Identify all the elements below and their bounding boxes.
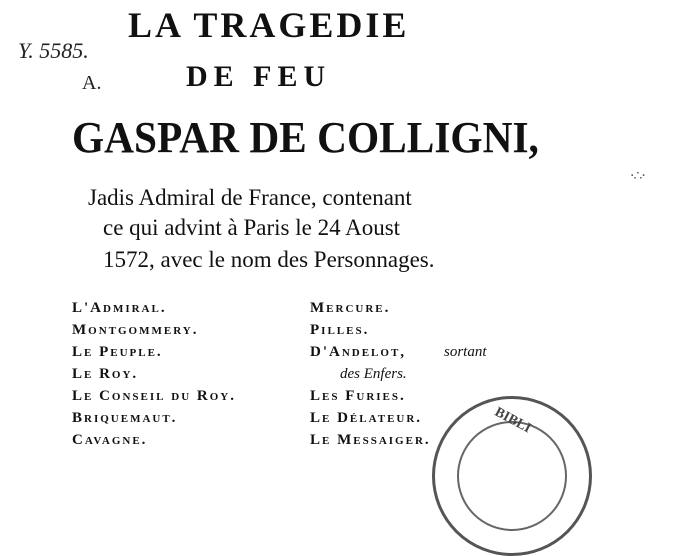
library-stamp — [432, 396, 592, 556]
title-line-3: GASPAR DE COLLIGNI, — [72, 113, 539, 162]
cast-right-4: Les Furies. — [310, 388, 406, 404]
library-stamp-inner-ring — [457, 421, 567, 531]
subtitle-line-1: Jadis Admiral de France, contenant — [88, 185, 412, 210]
cast-left-1: L'Admiral. — [72, 300, 167, 316]
cast-note-sortant: sortant — [444, 344, 487, 360]
cast-right-3: D'Andelot, — [310, 344, 407, 360]
cast-right-6: Le Messaiger. — [310, 432, 431, 448]
title-line-2: DE FEU — [186, 60, 332, 93]
paper-speck: ·∴· — [630, 168, 645, 184]
cast-left-6: Briquemaut. — [72, 410, 178, 426]
shelfmark: Y. 5585. — [18, 38, 89, 63]
cast-note-enfers: des Enfers. — [340, 366, 407, 382]
cast-left-5: Le Conseil du Roy. — [72, 388, 236, 404]
title-line-1: LA TRAGEDIE — [128, 5, 410, 45]
cast-left-3: Le Peuple. — [72, 344, 163, 360]
cast-left-2: Montgommery. — [72, 322, 199, 338]
cast-right-5: Le Délateur. — [310, 410, 423, 426]
library-stamp-text: BIBLI — [491, 404, 534, 437]
subtitle-line-2: ce qui advint à Paris le 24 Aoust — [103, 215, 401, 240]
cast-left-7: Cavagne. — [72, 432, 148, 448]
cast-right-1: Mercure. — [310, 300, 391, 316]
shelfmark-sub: A. — [82, 72, 102, 94]
subtitle-line-3: 1572, avec le nom des Personnages. — [103, 247, 435, 272]
cast-right-2: Pilles. — [310, 322, 370, 338]
cast-left-4: Le Roy. — [72, 366, 139, 382]
